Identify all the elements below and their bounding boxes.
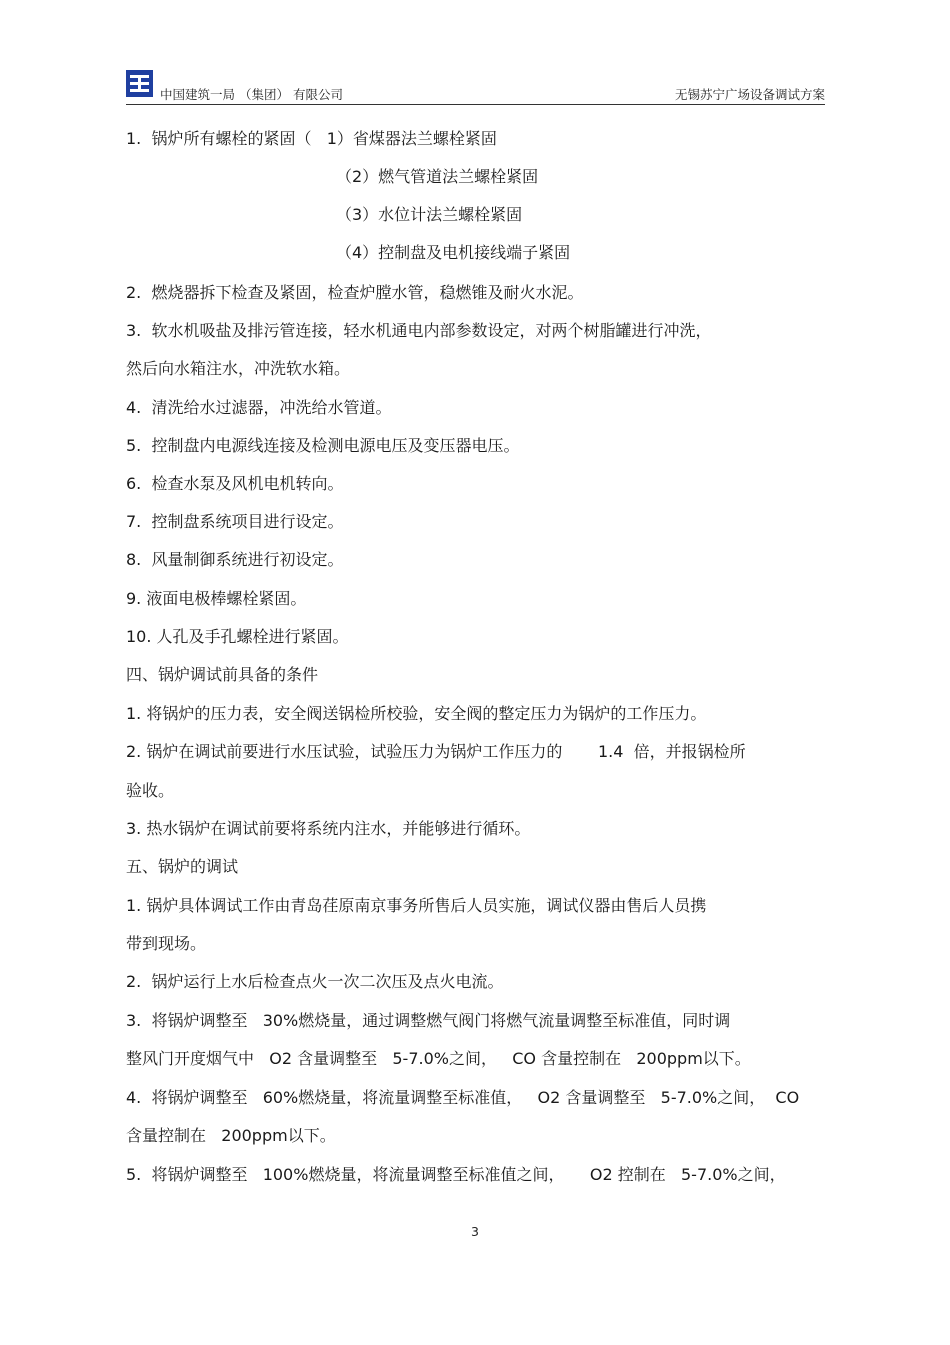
section-heading: 五、锅炉的调试: [126, 857, 239, 876]
text-line: 1. 锅炉所有螺栓的紧固（ 1）省煤器法兰螺栓紧固: [126, 129, 497, 148]
text-line: 4. 清洗给水过滤器，冲洗给水管道。: [126, 398, 392, 417]
text-line: 1. 将锅炉的压力表，安全阀送锅检所校验，安全阀的整定压力为锅炉的工作压力。: [126, 704, 707, 723]
header-divider: [126, 104, 825, 105]
text-line: 3. 热水锅炉在调试前要将系统内注水，并能够进行循环。: [126, 819, 531, 838]
text-line: 带到现场。: [126, 934, 207, 953]
text-line: 4. 将锅炉调整至 60%燃烧量，将流量调整至标准值， O2 含量调整至 5-7.0%之间， CO: [126, 1088, 800, 1107]
text-line: （4）控制盘及电机接线端子紧固: [336, 243, 571, 262]
text-line: 1. 锅炉具体调试工作由青岛荏原南京事务所售后人员实施，调试仪器由售后人员携: [126, 896, 707, 915]
text-line: 然后向水箱注水，冲洗软水箱。: [126, 359, 351, 378]
text-line: （2）燃气管道法兰螺栓紧固: [336, 167, 539, 186]
text-line: 验收。: [126, 781, 175, 800]
text-line: （3）水位计法兰螺栓紧固: [336, 205, 523, 224]
text-line: 3. 软水机吸盐及排污管连接，轻水机通电内部参数设定，对两个树脂罐进行冲洗，: [126, 321, 712, 340]
text-line: 7. 控制盘系统项目进行设定。: [126, 512, 344, 531]
company-logo-icon: [126, 70, 153, 97]
text-line: 9. 液面电极棒螺栓紧固。: [126, 589, 307, 608]
text-line: 6. 检查水泵及风机电机转向。: [126, 474, 344, 493]
page-number: 3: [471, 1224, 479, 1239]
project-title: 无锡苏宁广场设备调试方案: [674, 87, 825, 102]
text-line: 2. 燃烧器拆下检查及紧固，检查炉膛水管，稳燃锥及耐火水泥。: [126, 283, 584, 302]
page-header: [126, 68, 825, 104]
text-line: 含量控制在 200ppm以下。: [126, 1126, 336, 1145]
text-line: 10. 人孔及手孔螺栓进行紧固。: [126, 627, 349, 646]
text-line: 整风门开度烟气中 O2 含量调整至 5-7.0%之间， CO 含量控制在 200ppm以下。: [126, 1049, 751, 1068]
company-name: 中国建筑一局 （集团） 有限公司: [160, 87, 343, 102]
text-line: 3. 将锅炉调整至 30%燃烧量，通过调整燃气阀门将燃气流量调整至标准值，同时调: [126, 1011, 731, 1030]
section-heading: 四、锅炉调试前具备的条件: [126, 665, 319, 684]
text-line: 2. 锅炉运行上水后检查点火一次二次压及点火电流。: [126, 972, 504, 991]
text-line: 2. 锅炉在调试前要进行水压试验，试验压力为锅炉工作压力的 1.4 倍，并报锅检所: [126, 742, 746, 761]
text-line: 5. 将锅炉调整至 100%燃烧量，将流量调整至标准值之间， O2 控制在 5-7.0%之间，: [126, 1165, 786, 1184]
text-line: 5. 控制盘内电源线连接及检测电源电压及变压器电压。: [126, 436, 520, 455]
text-line: 8. 风量制御系统进行初设定。: [126, 550, 344, 569]
